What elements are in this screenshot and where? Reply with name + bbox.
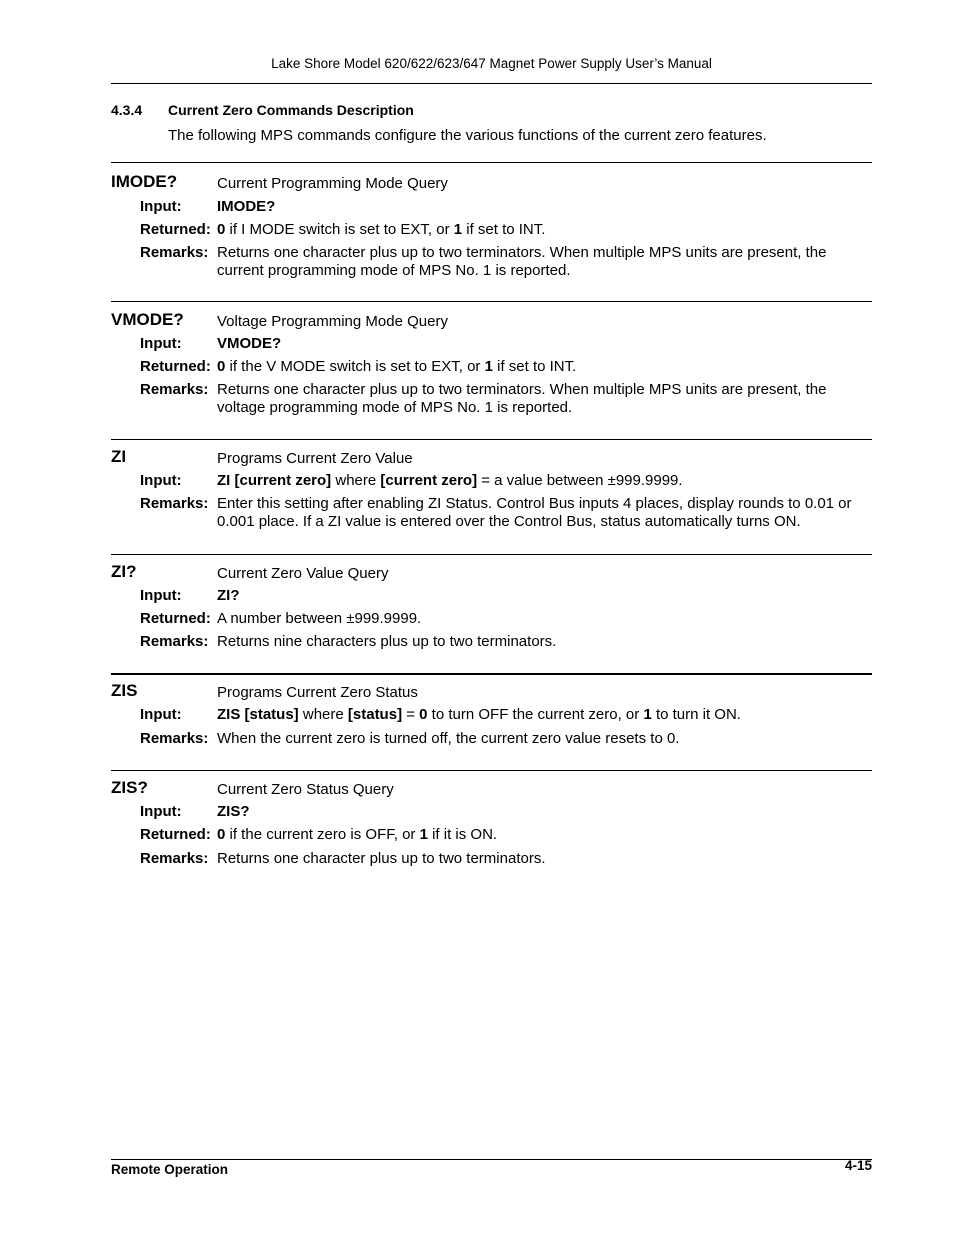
returned-value: 0 if the V MODE switch is set to EXT, or 1 if set to INT. bbox=[217, 358, 577, 375]
returned-value: A number between ±999.9999. bbox=[217, 610, 422, 627]
command-name: VMODE? bbox=[111, 310, 184, 329]
remarks-value: Returns nine characters plus up to two terminators. bbox=[217, 633, 557, 650]
page-number: 4-15 bbox=[844, 1158, 872, 1173]
remarks-label: Remarks: bbox=[140, 495, 209, 512]
footer-rule bbox=[111, 1159, 872, 1160]
remarks-label: Remarks: bbox=[140, 730, 209, 747]
command-divider bbox=[111, 554, 872, 555]
input-label: Input: bbox=[140, 706, 182, 723]
command-description: Current Zero Status Query bbox=[217, 781, 394, 798]
input-label: Input: bbox=[140, 803, 182, 820]
footer-chapter: Remote Operation bbox=[111, 1162, 229, 1177]
header-rule bbox=[111, 83, 872, 84]
remarks-label: Remarks: bbox=[140, 244, 209, 261]
input-label: Input: bbox=[140, 587, 182, 604]
remarks-value: Enter this setting after enabling ZI Status. Control Bus inputs 4 places, display rounds to 0.01 or 0.001 place. If a ZI value is entered over the Control Bus, status automatically turns ON. bbox=[217, 495, 852, 530]
input-value: ZI? bbox=[217, 587, 240, 604]
returned-label: Returned: bbox=[140, 826, 211, 843]
returned-label: Returned: bbox=[140, 358, 211, 375]
command-description: Current Zero Value Query bbox=[217, 565, 389, 582]
remarks-label: Remarks: bbox=[140, 633, 209, 650]
command-description: Programs Current Zero Status bbox=[217, 684, 418, 701]
command-divider bbox=[111, 162, 872, 163]
page-header: Lake Shore Model 620/622/623/647 Magnet Power Supply User’s Manual bbox=[271, 56, 712, 71]
command-description: Voltage Programming Mode Query bbox=[217, 313, 448, 330]
input-value: IMODE? bbox=[217, 198, 276, 215]
input-label: Input: bbox=[140, 198, 182, 215]
input-value: ZIS [status] where [status] = 0 to turn OFF the current zero, or 1 to turn it ON. bbox=[217, 706, 741, 723]
returned-label: Returned: bbox=[140, 610, 211, 627]
remarks-value: Returns one character plus up to two terminators. When multiple MPS units are present, the voltage programming mode of MPS No. 1 is reported. bbox=[217, 381, 827, 416]
remarks-value: When the current zero is turned off, the current zero value resets to 0. bbox=[217, 730, 680, 747]
remarks-label: Remarks: bbox=[140, 381, 209, 398]
command-name: ZIS? bbox=[111, 778, 148, 797]
remarks-label: Remarks: bbox=[140, 850, 209, 867]
command-divider bbox=[111, 301, 872, 302]
input-value: VMODE? bbox=[217, 335, 282, 352]
remarks-value: Returns one character plus up to two terminators. bbox=[217, 850, 546, 867]
input-label: Input: bbox=[140, 335, 182, 352]
section-intro: The following MPS commands configure the various functions of the current zero features. bbox=[168, 127, 767, 144]
input-label: Input: bbox=[140, 472, 182, 489]
input-value: ZIS? bbox=[217, 803, 250, 820]
returned-value: 0 if I MODE switch is set to EXT, or 1 if set to INT. bbox=[217, 221, 546, 238]
command-divider bbox=[111, 770, 872, 771]
command-divider bbox=[111, 439, 872, 440]
remarks-value: Returns one character plus up to two terminators. When multiple MPS units are present, the current programming mode of MPS No. 1 is reported. bbox=[217, 244, 827, 279]
command-description: Programs Current Zero Value bbox=[217, 450, 413, 467]
command-divider bbox=[111, 673, 872, 675]
command-name: ZI bbox=[111, 447, 127, 466]
section-title: Current Zero Commands Description bbox=[168, 102, 414, 118]
returned-label: Returned: bbox=[140, 221, 211, 238]
command-name: ZI? bbox=[111, 562, 137, 581]
command-name: IMODE? bbox=[111, 172, 178, 191]
section-number: 4.3.4 bbox=[111, 102, 143, 118]
input-value: ZI [current zero] where [current zero] = a value between ±999.9999. bbox=[217, 472, 683, 489]
returned-value: 0 if the current zero is OFF, or 1 if it is ON. bbox=[217, 826, 498, 843]
command-description: Current Programming Mode Query bbox=[217, 175, 448, 192]
command-name: ZIS bbox=[111, 681, 138, 700]
